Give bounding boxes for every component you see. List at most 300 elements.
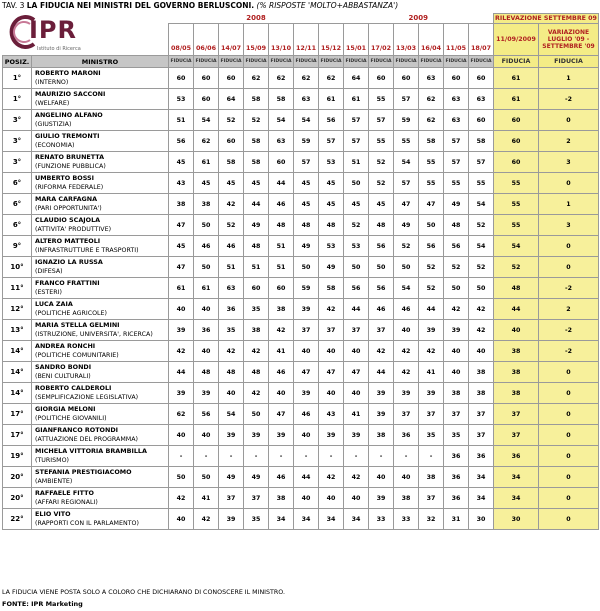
trust-value: 60 [469, 68, 494, 89]
minister-department: (ECONOMIA) [35, 142, 75, 149]
trust-value: 38 [369, 425, 394, 446]
trust-value: 40 [344, 383, 369, 404]
trust-value: - [319, 446, 344, 467]
trust-value: 60 [269, 152, 294, 173]
minister-cell [32, 299, 169, 320]
minister-cell [32, 425, 169, 446]
position: 9° [3, 236, 32, 257]
trust-value: 40 [469, 341, 494, 362]
minister-department: (INTERNO) [35, 79, 69, 86]
sub-label-fiducia: FIDUCIA [369, 56, 394, 68]
trust-value: 63 [469, 89, 494, 110]
table-row [3, 278, 599, 299]
position: 20° [3, 467, 32, 488]
minister-name: ROBERTO CALDEROLI [35, 383, 112, 392]
col-fiducia-current: FIDUCIA [494, 56, 539, 68]
sub-label-fiducia: FIDUCIA [319, 56, 344, 68]
trust-value: 52 [394, 236, 419, 257]
trust-value: 40 [319, 383, 344, 404]
table-row [3, 236, 599, 257]
trust-value: 60 [194, 68, 219, 89]
trust-value: 44 [169, 362, 194, 383]
trust-value: 57 [469, 152, 494, 173]
trust-value: 62 [169, 404, 194, 425]
trust-value: 54 [394, 278, 419, 299]
trust-value: 40 [194, 425, 219, 446]
trust-value: 49 [219, 467, 244, 488]
minister-department: (DIFESA) [35, 268, 63, 275]
sub-label-fiducia: FIDUCIA [269, 56, 294, 68]
minister-name: FRANCO FRATTINI [35, 278, 100, 287]
trust-value: 54 [219, 404, 244, 425]
trust-value: 57 [394, 173, 419, 194]
current-trust: 61 [494, 68, 539, 89]
trust-value: 42 [169, 341, 194, 362]
trust-value: 49 [294, 236, 319, 257]
current-trust: 38 [494, 383, 539, 404]
current-trust: 55 [494, 173, 539, 194]
table-row [3, 152, 599, 173]
table-number: TAV. 3 [2, 1, 25, 10]
minister-department: (POLITICHE GIOVANILI) [35, 415, 107, 422]
trust-value: 45 [244, 173, 269, 194]
current-date-header: 11/09/2009 [494, 24, 539, 56]
trust-value: 45 [169, 236, 194, 257]
sub-label-fiducia: FIDUCIA [469, 56, 494, 68]
minister-department: (POLITICHE COMUNITARIE) [35, 352, 119, 359]
trust-value: 31 [444, 509, 469, 530]
col-posiz: POSIZ. [3, 56, 32, 68]
trust-variation: 0 [539, 509, 599, 530]
trust-value: 64 [344, 68, 369, 89]
trust-value: 34 [469, 488, 494, 509]
trust-value: 62 [244, 68, 269, 89]
trust-value: 57 [444, 152, 469, 173]
minister-department: (ISTRUZIONE, UNIVERSITA', RICERCA) [35, 331, 153, 338]
table-row [3, 425, 599, 446]
position: 17° [3, 404, 32, 425]
trust-value: 55 [419, 152, 444, 173]
table-row [3, 446, 599, 467]
trust-value: 40 [169, 299, 194, 320]
minister-name: ROBERTO MARONI [35, 68, 101, 77]
trust-value: 42 [444, 299, 469, 320]
current-trust: 38 [494, 362, 539, 383]
trust-value: 37 [469, 425, 494, 446]
date-header: 08/05 [169, 24, 194, 56]
date-header: 11/05 [444, 24, 469, 56]
trust-value: 58 [419, 131, 444, 152]
trust-variation: 1 [539, 194, 599, 215]
trust-value: 45 [194, 173, 219, 194]
position: 14° [3, 383, 32, 404]
trust-variation: 0 [539, 110, 599, 131]
current-trust: 48 [494, 278, 539, 299]
trust-value: 39 [219, 509, 244, 530]
minister-department: (PARI OPPORTUNITA') [35, 205, 102, 212]
trust-value: 55 [419, 173, 444, 194]
current-trust: 37 [494, 425, 539, 446]
trust-value: 49 [319, 257, 344, 278]
trust-value: 38 [419, 467, 444, 488]
trust-value: 39 [369, 404, 394, 425]
trust-variation: -2 [539, 89, 599, 110]
logo-subtitle: Istituto di Ricerca [37, 46, 81, 52]
trust-value: 54 [294, 110, 319, 131]
minister-cell [32, 194, 169, 215]
trust-value: 42 [469, 299, 494, 320]
minister-department: (ATTIVITA' PRODUTTIVE) [35, 226, 112, 233]
minister-name: GIORGIA MELONI [35, 404, 96, 413]
minister-cell [32, 446, 169, 467]
table-row [3, 509, 599, 530]
date-header: 16/04 [419, 24, 444, 56]
minister-cell [32, 383, 169, 404]
trust-value: 47 [169, 257, 194, 278]
trust-variation: 2 [539, 299, 599, 320]
trust-value: 45 [294, 194, 319, 215]
trust-value: 37 [469, 404, 494, 425]
trust-value: 45 [319, 194, 344, 215]
table-row [3, 341, 599, 362]
sub-label-fiducia: FIDUCIA [194, 56, 219, 68]
trust-value: 56 [369, 278, 394, 299]
variation-header: VARIAZIONE LUGLIO '09 - SETTEMBRE '09 [539, 24, 599, 56]
trust-value: 42 [469, 320, 494, 341]
trust-value: 51 [269, 257, 294, 278]
trust-value: 35 [219, 320, 244, 341]
minister-cell [32, 68, 169, 89]
trust-value: 55 [394, 131, 419, 152]
trust-value: 34 [319, 509, 344, 530]
trust-value: 39 [269, 425, 294, 446]
trust-value: 52 [419, 257, 444, 278]
trust-value: 44 [344, 299, 369, 320]
position: 11° [3, 278, 32, 299]
trust-value: 33 [369, 509, 394, 530]
trust-value: 39 [244, 425, 269, 446]
trust-value: 47 [269, 404, 294, 425]
minister-name: STEFANIA PRESTIGIACOMO [35, 467, 132, 476]
trust-value: 35 [444, 425, 469, 446]
trust-value: 50 [369, 257, 394, 278]
trust-value: 52 [444, 257, 469, 278]
trust-value: 64 [219, 89, 244, 110]
minister-department: (SEMPLIFICAZIONE LEGISLATIVA) [35, 394, 139, 401]
trust-variation: 3 [539, 215, 599, 236]
table-row [3, 110, 599, 131]
trust-value: 53 [169, 89, 194, 110]
minister-department: (WELFARE) [35, 100, 70, 107]
trust-value: 52 [469, 215, 494, 236]
ipr-logo [4, 14, 84, 54]
table-row [3, 362, 599, 383]
trust-value: 37 [369, 320, 394, 341]
trust-value: - [419, 446, 444, 467]
trust-value: 49 [394, 215, 419, 236]
minister-department: (TURISMO) [35, 457, 69, 464]
trust-variation: 1 [539, 68, 599, 89]
trust-value: 41 [269, 341, 294, 362]
trust-value: 44 [294, 467, 319, 488]
minister-name: ELIO VITO [35, 509, 71, 518]
current-trust: 44 [494, 299, 539, 320]
trust-value: 47 [169, 215, 194, 236]
trust-value: 39 [419, 320, 444, 341]
minister-name: ANDREA RONCHI [35, 341, 96, 350]
date-header: 12/11 [294, 24, 319, 56]
trust-value: 37 [244, 488, 269, 509]
minister-cell [32, 257, 169, 278]
trust-value: 61 [169, 278, 194, 299]
trust-value: 56 [369, 236, 394, 257]
trust-value: 60 [394, 68, 419, 89]
minister-department: (POLITICHE AGRICOLE) [35, 310, 107, 317]
table-row [3, 467, 599, 488]
title-note: (% RISPOSTE 'MOLTO+ABBASTANZA') [256, 1, 399, 10]
minister-department: (ATTUAZIONE DEL PROGRAMMA) [35, 436, 138, 443]
trust-value: 58 [219, 152, 244, 173]
trust-value: 53 [319, 152, 344, 173]
trust-value: 40 [169, 509, 194, 530]
date-header: 15/12 [319, 24, 344, 56]
trust-value: 40 [219, 383, 244, 404]
trust-value: 39 [169, 383, 194, 404]
minister-name: MARIA STELLA GELMINI [35, 320, 120, 329]
trust-value: 40 [194, 299, 219, 320]
minister-cell [32, 488, 169, 509]
trust-value: 39 [369, 383, 394, 404]
current-trust: 38 [494, 341, 539, 362]
table-row [3, 320, 599, 341]
trust-value: 55 [444, 173, 469, 194]
col-fiducia-variation: FIDUCIA [539, 56, 599, 68]
minister-department: (INFRASTRUTTURE E TRASPORTI) [35, 247, 139, 254]
trust-value: 51 [219, 257, 244, 278]
trust-value: 60 [369, 68, 394, 89]
current-trust: 55 [494, 215, 539, 236]
trust-value: 48 [194, 362, 219, 383]
trust-value: 62 [294, 68, 319, 89]
trust-value: 47 [344, 362, 369, 383]
minister-name: MARA CARFAGNA [35, 194, 98, 203]
trust-value: 55 [469, 173, 494, 194]
table-row [3, 68, 599, 89]
trust-value: 40 [444, 362, 469, 383]
trust-variation: -2 [539, 278, 599, 299]
trust-value: 50 [419, 215, 444, 236]
trust-value: 39 [194, 383, 219, 404]
trust-value: 54 [394, 152, 419, 173]
trust-value: 42 [269, 320, 294, 341]
trust-value: 56 [169, 131, 194, 152]
trust-value: 45 [344, 194, 369, 215]
trust-value: 44 [369, 362, 394, 383]
trust-value: 50 [244, 404, 269, 425]
trust-value: 40 [194, 341, 219, 362]
date-header: 13/10 [269, 24, 294, 56]
trust-value: 56 [194, 404, 219, 425]
sub-label-fiducia: FIDUCIA [169, 56, 194, 68]
trust-value: 40 [169, 425, 194, 446]
trust-value: 48 [244, 362, 269, 383]
table-row [3, 89, 599, 110]
trust-value: 60 [219, 68, 244, 89]
sub-label-fiducia: FIDUCIA [419, 56, 444, 68]
trust-value: - [294, 446, 319, 467]
trust-value: 39 [294, 383, 319, 404]
trust-variation: 0 [539, 236, 599, 257]
trust-value: 62 [419, 89, 444, 110]
trust-value: 57 [394, 89, 419, 110]
trust-value: 42 [394, 341, 419, 362]
trust-value: - [219, 446, 244, 467]
minister-cell [32, 362, 169, 383]
trust-value: 52 [369, 173, 394, 194]
trust-value: 51 [269, 236, 294, 257]
trust-value: 37 [294, 320, 319, 341]
trust-value: 38 [469, 362, 494, 383]
trust-value: 40 [394, 467, 419, 488]
trust-value: 58 [244, 89, 269, 110]
trust-value: 40 [294, 341, 319, 362]
trust-value: 36 [219, 299, 244, 320]
trust-variation: 0 [539, 362, 599, 383]
trust-value: 32 [419, 509, 444, 530]
trust-value: 36 [194, 320, 219, 341]
trust-value: 33 [394, 509, 419, 530]
trust-value: 54 [194, 110, 219, 131]
current-trust: 60 [494, 110, 539, 131]
trust-value: 48 [319, 215, 344, 236]
trust-value: 60 [194, 89, 219, 110]
trust-value: 50 [444, 278, 469, 299]
date-header: 14/07 [219, 24, 244, 56]
trust-value: 53 [344, 236, 369, 257]
trust-value: - [169, 446, 194, 467]
current-trust: 36 [494, 446, 539, 467]
trust-value: 40 [344, 341, 369, 362]
minister-name: CLAUDIO SCAJOLA [35, 215, 101, 224]
trust-value: 37 [419, 404, 444, 425]
position: 14° [3, 362, 32, 383]
trust-value: 40 [344, 488, 369, 509]
trust-variation: 0 [539, 257, 599, 278]
position: 1° [3, 89, 32, 110]
trust-value: 42 [219, 194, 244, 215]
trust-value: 36 [444, 488, 469, 509]
minister-name: LUCA ZAIA [35, 299, 73, 308]
trust-value: 60 [269, 278, 294, 299]
logo-text: IPR [29, 16, 77, 44]
trust-value: 51 [244, 257, 269, 278]
trust-value: 45 [169, 152, 194, 173]
trust-value: 40 [319, 341, 344, 362]
position: 17° [3, 425, 32, 446]
trust-value: - [394, 446, 419, 467]
position: 6° [3, 194, 32, 215]
trust-value: 45 [319, 173, 344, 194]
minister-name: UMBERTO BOSSI [35, 173, 95, 182]
trust-value: 61 [194, 152, 219, 173]
trust-value: - [269, 446, 294, 467]
trust-value: 35 [244, 509, 269, 530]
position: 1° [3, 68, 32, 89]
trust-value: 56 [344, 278, 369, 299]
trust-value: 50 [294, 257, 319, 278]
trust-value: 52 [469, 257, 494, 278]
date-header: 13/03 [394, 24, 419, 56]
sub-label-fiducia: FIDUCIA [394, 56, 419, 68]
trust-value: 57 [444, 131, 469, 152]
trust-value: 47 [394, 194, 419, 215]
year-2009: 2009 [344, 14, 494, 24]
trust-value: 41 [344, 404, 369, 425]
trust-value: 62 [419, 110, 444, 131]
minister-name: MICHELA VITTORIA BRAMBILLA [35, 446, 147, 455]
trust-value: 63 [294, 89, 319, 110]
minister-cell [32, 215, 169, 236]
trust-value: 52 [219, 215, 244, 236]
footnote: LA FIDUCIA VIENE POSTA SOLO A COLORO CHE DICHIARANO DI CONOSCERE IL MINISTRO. [2, 589, 285, 596]
trust-value: 60 [219, 131, 244, 152]
trust-value: 45 [219, 173, 244, 194]
trust-value: 42 [219, 341, 244, 362]
trust-value: 35 [419, 425, 444, 446]
trust-value: 40 [294, 425, 319, 446]
trust-value: 47 [319, 362, 344, 383]
trust-value: 50 [344, 257, 369, 278]
minister-department: (BENI CULTURALI) [35, 373, 91, 380]
minister-cell [32, 509, 169, 530]
trust-value: 37 [344, 320, 369, 341]
trust-value: 42 [319, 299, 344, 320]
trust-value: 42 [169, 488, 194, 509]
trust-value: 55 [369, 131, 394, 152]
col-ministro: MINISTRO [32, 56, 169, 68]
trust-value: 39 [169, 320, 194, 341]
minister-name: IGNAZIO LA RUSSA [35, 257, 103, 266]
trust-value: 50 [194, 215, 219, 236]
current-trust: 34 [494, 488, 539, 509]
minister-name: ANGELINO ALFANO [35, 110, 103, 119]
table-row [3, 194, 599, 215]
trust-value: 39 [219, 425, 244, 446]
minister-department: (RAPPORTI CON IL PARLAMENTO) [35, 520, 139, 527]
minister-name: ALTERO MATTEOLI [35, 236, 101, 245]
trust-value: 36 [394, 425, 419, 446]
trust-value: 47 [294, 362, 319, 383]
trust-value: 63 [419, 68, 444, 89]
trust-value: 39 [319, 425, 344, 446]
table-row [3, 131, 599, 152]
trust-value: 46 [369, 299, 394, 320]
trust-value: 56 [319, 110, 344, 131]
trust-value: 41 [194, 488, 219, 509]
minister-name: SANDRO BONDI [35, 362, 92, 371]
current-trust: 61 [494, 89, 539, 110]
trust-value: 60 [469, 110, 494, 131]
trust-value: 50 [394, 257, 419, 278]
trust-value: 42 [419, 341, 444, 362]
sub-label-fiducia: FIDUCIA [294, 56, 319, 68]
trust-value: 37 [444, 404, 469, 425]
minister-department: (ESTERI) [35, 289, 62, 296]
table-row [3, 404, 599, 425]
minister-cell [32, 131, 169, 152]
position: 6° [3, 173, 32, 194]
trust-value: 46 [294, 404, 319, 425]
